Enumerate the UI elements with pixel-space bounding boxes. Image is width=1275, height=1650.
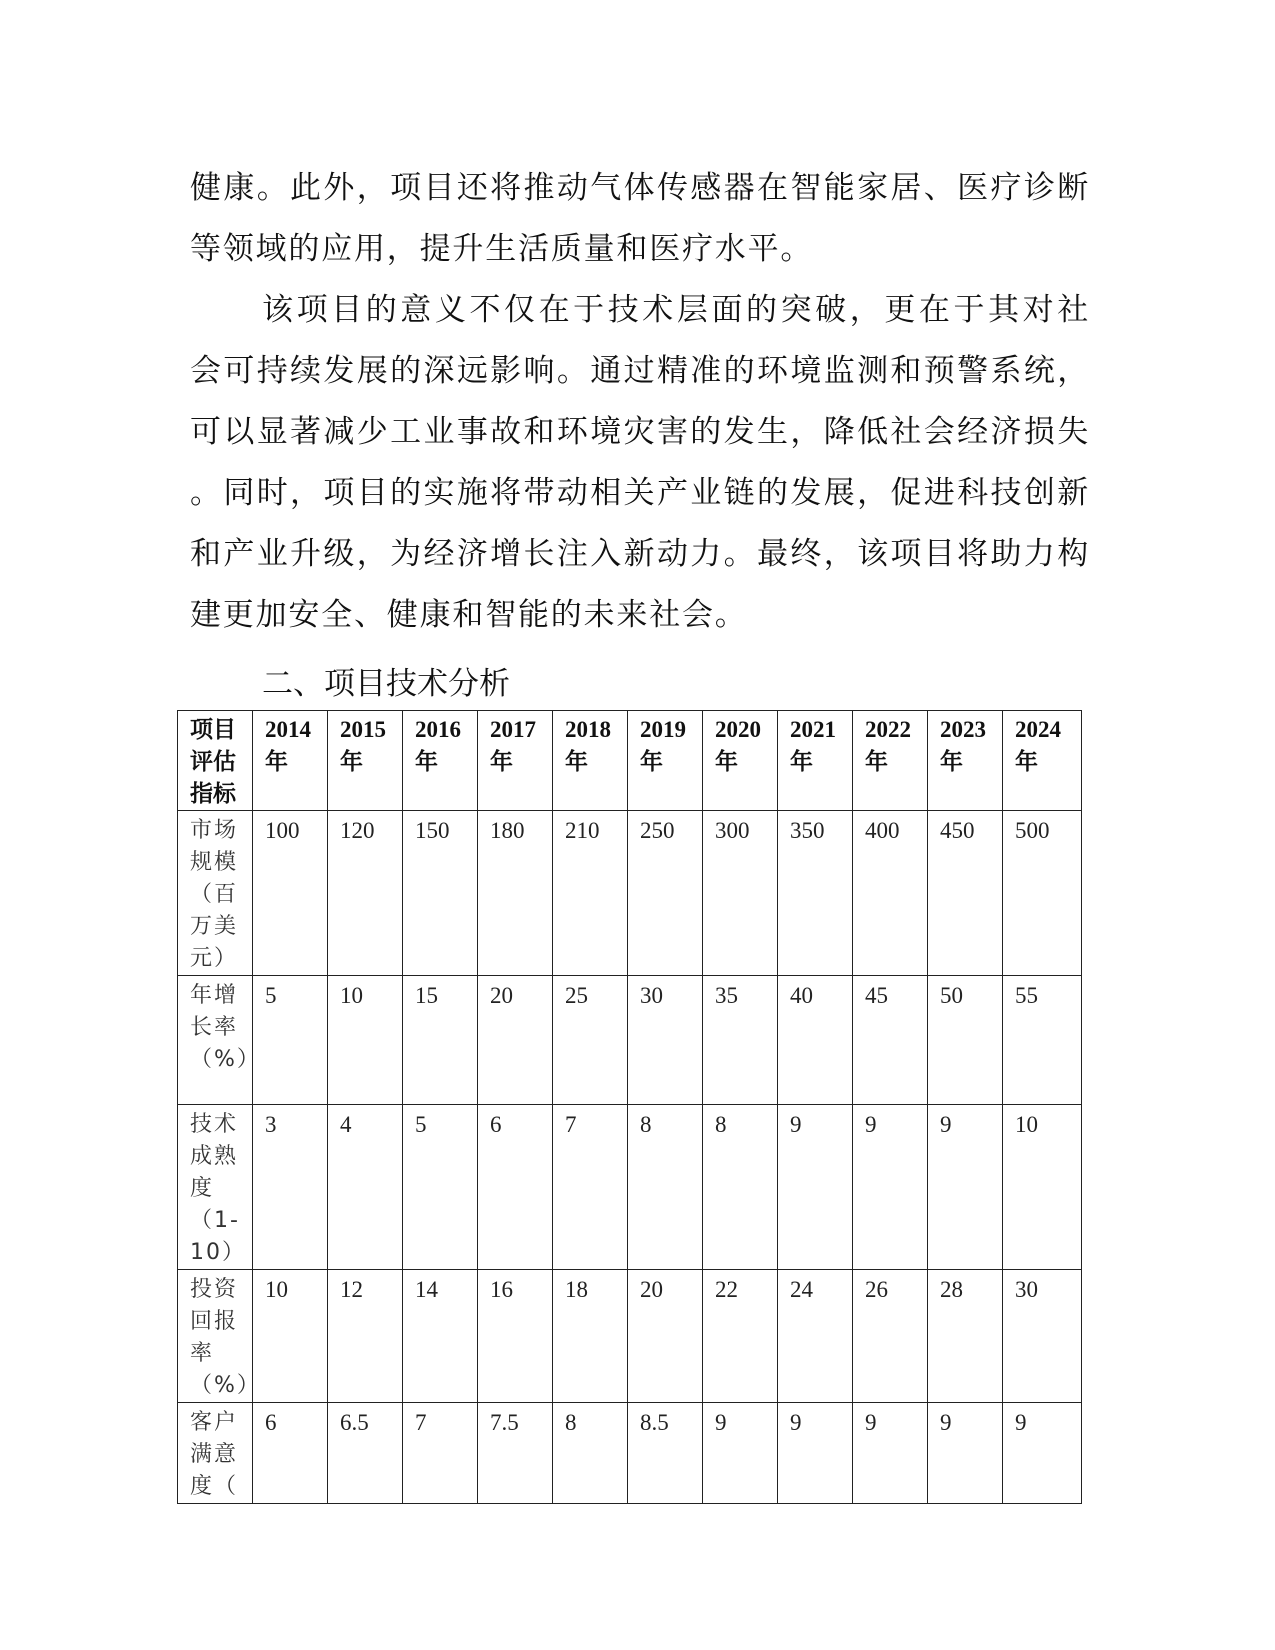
value-cell: 4 <box>328 1105 403 1270</box>
value-cell: 9 <box>1003 1403 1082 1504</box>
value-cell: 150 <box>403 811 478 976</box>
year-header-cell: 2017年 <box>478 711 553 811</box>
value-cell: 55 <box>1003 976 1082 1105</box>
value-cell: 26 <box>853 1270 928 1403</box>
value-cell: 9 <box>928 1403 1003 1504</box>
value-cell: 8 <box>553 1403 628 1504</box>
table-row <box>178 1403 1082 1504</box>
paragraph-1 <box>190 158 1090 280</box>
table-row <box>178 1105 1082 1270</box>
value-cell: 20 <box>628 1270 703 1403</box>
year-header-cell: 2020年 <box>703 711 778 811</box>
value-cell: 10 <box>1003 1105 1082 1270</box>
value-cell: 24 <box>778 1270 853 1403</box>
year-header-cell: 2016年 <box>403 711 478 811</box>
value-cell: 6 <box>478 1105 553 1270</box>
value-cell: 450 <box>928 811 1003 976</box>
value-cell: 500 <box>1003 811 1082 976</box>
value-cell: 50 <box>928 976 1003 1105</box>
table-row <box>178 811 1082 976</box>
row-label-cell: 市场规模（百万美元） <box>178 811 253 976</box>
value-cell: 18 <box>553 1270 628 1403</box>
value-cell: 9 <box>778 1403 853 1504</box>
value-cell: 350 <box>778 811 853 976</box>
paragraph-line: 等领域的应用，提升生活质量和医疗水平。 <box>190 231 814 267</box>
value-cell: 10 <box>253 1270 328 1403</box>
paragraph-line: 健康。此外，项目还将推动气体传感器在智能家居、医疗诊断 <box>190 170 1090 206</box>
value-cell: 300 <box>703 811 778 976</box>
value-cell: 8 <box>703 1105 778 1270</box>
value-cell: 14 <box>403 1270 478 1403</box>
value-cell: 45 <box>853 976 928 1105</box>
year-header-cell: 2021年 <box>778 711 853 811</box>
value-cell: 15 <box>403 976 478 1105</box>
paragraph-2 <box>190 280 1090 646</box>
value-cell: 9 <box>703 1403 778 1504</box>
value-cell: 28 <box>928 1270 1003 1403</box>
year-header-cell: 2024年 <box>1003 711 1082 811</box>
value-cell: 30 <box>628 976 703 1105</box>
year-header-cell: 2015年 <box>328 711 403 811</box>
table-row <box>178 976 1082 1105</box>
value-cell: 7 <box>553 1105 628 1270</box>
value-cell: 10 <box>328 976 403 1105</box>
value-cell: 5 <box>403 1105 478 1270</box>
paragraph-line: 和产业升级，为经济增长注入新动力。最终，该项目将助力构 <box>190 536 1090 572</box>
value-cell: 120 <box>328 811 403 976</box>
paragraph-line: 。同时，项目的实施将带动相关产业链的发展，促进科技创新 <box>190 475 1090 511</box>
value-cell: 22 <box>703 1270 778 1403</box>
value-cell: 20 <box>478 976 553 1105</box>
value-cell: 16 <box>478 1270 553 1403</box>
value-cell: 6.5 <box>328 1403 403 1504</box>
project-evaluation-table <box>177 710 1082 1504</box>
value-cell: 7 <box>403 1403 478 1504</box>
value-cell: 8.5 <box>628 1403 703 1504</box>
value-cell: 9 <box>778 1105 853 1270</box>
value-cell: 9 <box>853 1403 928 1504</box>
row-label-cell: 技术成熟度（1-10） <box>178 1105 253 1270</box>
header-label-cell: 项目评估指标 <box>178 711 253 811</box>
paragraph-line: 会可持续发展的深远影响。通过精准的环境监测和预警系统， <box>190 353 1090 389</box>
value-cell: 210 <box>553 811 628 976</box>
section-heading: 二、项目技术分析 <box>262 666 510 702</box>
value-cell: 9 <box>853 1105 928 1270</box>
value-cell: 12 <box>328 1270 403 1403</box>
value-cell: 9 <box>928 1105 1003 1270</box>
value-cell: 100 <box>253 811 328 976</box>
value-cell: 7.5 <box>478 1403 553 1504</box>
value-cell: 3 <box>253 1105 328 1270</box>
year-header-cell: 2018年 <box>553 711 628 811</box>
year-header-cell: 2019年 <box>628 711 703 811</box>
value-cell: 25 <box>553 976 628 1105</box>
paragraph-line: 可以显著减少工业事故和环境灾害的发生，降低社会经济损失 <box>190 414 1090 450</box>
value-cell: 250 <box>628 811 703 976</box>
value-cell: 40 <box>778 976 853 1105</box>
table-row <box>178 1270 1082 1403</box>
year-header-cell: 2014年 <box>253 711 328 811</box>
row-label-cell: 年增长率（%） <box>178 976 253 1105</box>
value-cell: 5 <box>253 976 328 1105</box>
value-cell: 400 <box>853 811 928 976</box>
value-cell: 6 <box>253 1403 328 1504</box>
value-cell: 30 <box>1003 1270 1082 1403</box>
value-cell: 180 <box>478 811 553 976</box>
value-cell: 8 <box>628 1105 703 1270</box>
year-header-cell: 2022年 <box>853 711 928 811</box>
year-header-cell: 2023年 <box>928 711 1003 811</box>
paragraph-line: 建更加安全、健康和智能的未来社会。 <box>190 597 748 633</box>
row-label-cell: 客户满意度（ <box>178 1403 253 1504</box>
table-header-row <box>178 711 1082 811</box>
value-cell: 35 <box>703 976 778 1105</box>
paragraph-line: 该项目的意义不仅在于技术层面的突破，更在于其对社 <box>262 292 1090 328</box>
row-label-cell: 投资回报率（%） <box>178 1270 253 1403</box>
